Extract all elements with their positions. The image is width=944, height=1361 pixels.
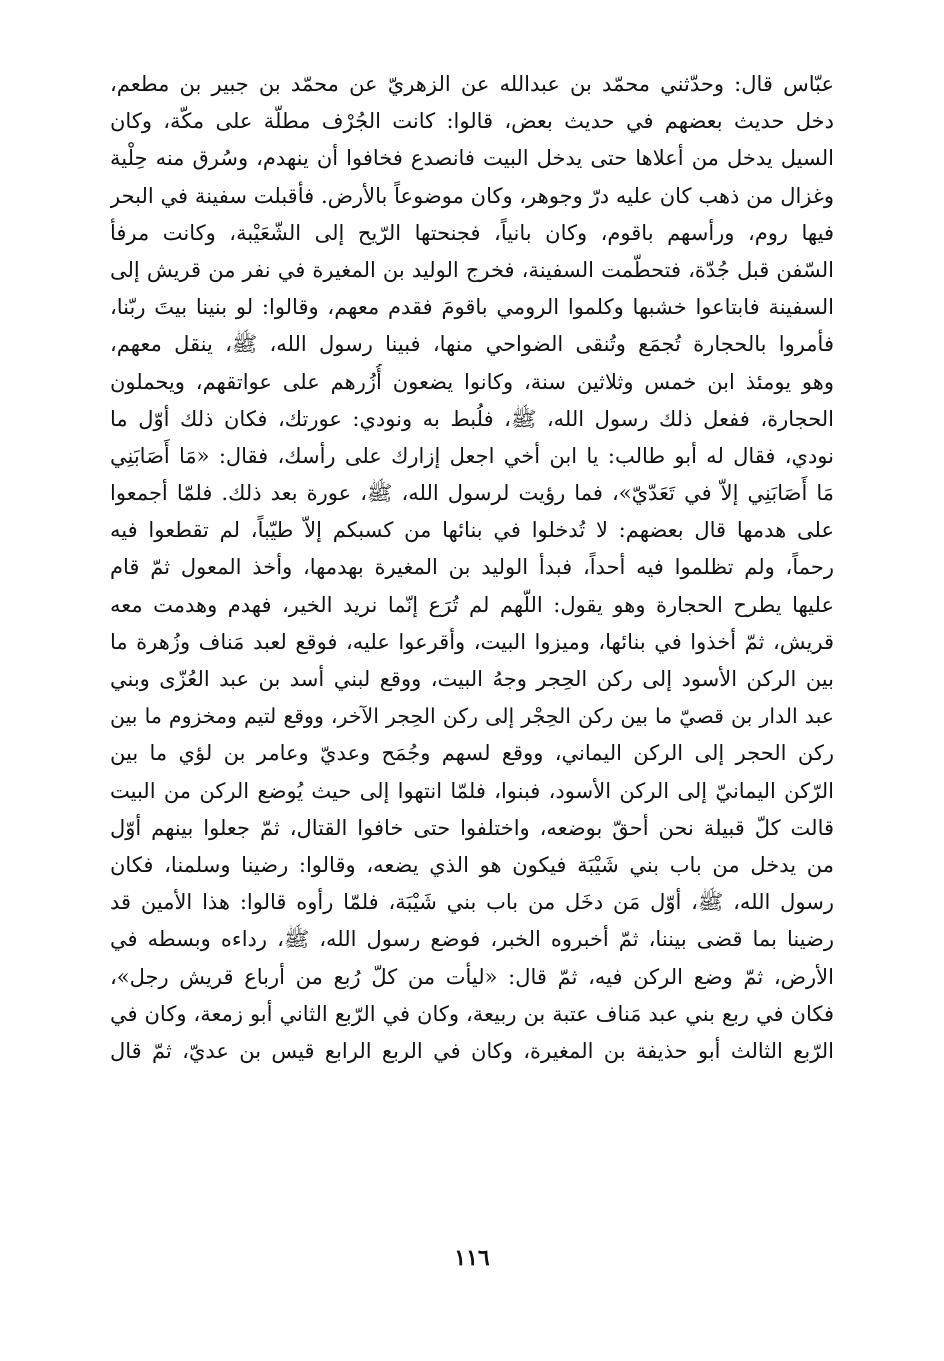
page-number: ١١٦ bbox=[454, 1245, 490, 1271]
text-line: دخل حديث بعضهم في حديث بعض، قالوا: كانت الجُرْف مطلّة على مكّة، وكان bbox=[110, 109, 834, 134]
text-line: السفينة فابتاعوا خشبها وكلموا الرومي باقومَ فقدم معهم، وقالوا: لو بنينا بيتَ ربّنا، bbox=[110, 295, 834, 320]
text-line: فكان في ربع بني عبد مَناف عتبة بن ربيعة، وكان في الرّبع الثاني أبو زمعة، وكان في bbox=[110, 1001, 834, 1026]
text-line: فأمروا بالحجارة تُجمَع وتُنقى الضواحي منها، فبينا رسول الله، ﷺ، ينقل معهم، bbox=[110, 332, 834, 357]
text-line: رحماً، ولم تظلموا فيه أحداً، فبدأ الوليد بن المغيرة بهدمها، وأخذ المعول ثمّ قام bbox=[110, 555, 834, 580]
text-line: عبد الدار بن قصيّ ما بين ركن الحِجْر إلى ركن الحِجر الآخر، ووقع لتيم ومخزوم ما بين bbox=[110, 704, 834, 729]
text-line: ركن الحجر إلى الركن اليماني، ووقع لسهم وجُمَح وعديّ وعامر بن لؤي ما بين bbox=[110, 741, 834, 766]
text-line: من يدخل من باب بني شَيْبَة فيكون هو الذي يضعه، وقالوا: رضينا وسلمنا، فكان bbox=[110, 852, 834, 877]
text-line: مَا أَصَابَنِي إلاّ في تَعَدّيّ»، فما رؤيت لرسول الله، ﷺ، عورة بعد ذلك. فلمّا أجمعوا bbox=[110, 481, 834, 506]
text-line: الرّبع الثالث أبو حذيفة بن المغيرة، وكان في الربع الرابع قيس بن عديّ، ثمّ قال bbox=[110, 1038, 834, 1063]
text-line: الحجارة، ففعل ذلك رسول الله، ﷺ، فلُبط به ونودي: عورتك، فكان ذلك أوّل ما bbox=[110, 406, 834, 431]
text-line: على هدمها قال بعضهم: لا تُدخلوا في بنائها من كسبكم إلاّ طيّباً، لم تقطعوا فيه bbox=[110, 518, 834, 543]
text-line: الرّكن اليمانيّ إلى الركن الأسود، فبنوا، فلمّا انتهوا إلى حيث يُوضع الركن من البيت bbox=[110, 778, 834, 803]
text-line: الأرض، ثمّ وضع الركن فيه، ثمّ قال: «ليأت من كلّ رُبع من أرباع قريش رجل»، bbox=[110, 964, 834, 989]
body-text bbox=[110, 66, 834, 1070]
text-line: وغزال من ذهب كان عليه درّ وجوهر، وكان موضوعاً بالأرض. فأقبلت سفينة في البحر bbox=[110, 183, 834, 208]
text-line: عبّاس قال: وحدّثني محمّد بن عبدالله عن الزهريّ عن محمّد بن جبير بن مطعم، bbox=[110, 72, 834, 96]
text-line: بين الركن الأسود إلى ركن الحِجر وجهُ البيت، ووقع لبني أسد بن عبد العُزّى وبني bbox=[110, 667, 834, 691]
text-line: السيل يدخل من أعلاها حتى يدخل البيت فانصدع فخافوا أن ينهدم، وسُرق منه حِلْية bbox=[110, 146, 834, 171]
text-line: السّفن قبل جُدّة، فتحطّمت السفينة، فخرج الوليد بن المغيرة في نفر من قريش إلى bbox=[110, 257, 834, 282]
text-line: نودي، فقال له أبو طالب: يا ابن أخي اجعل إزارك على رأسك، فقال: «مَا أَصَابَنِي bbox=[110, 443, 834, 468]
text-line: فيها روم، ورأسهم باقوم، وكان بانياً، فجنحتها الرّيح إلى الشّعَيْبة، وكانت مرفأ bbox=[110, 220, 834, 245]
text-line: قالت كلّ قبيلة نحن أحقّ بوضعه، واختلفوا حتى خافوا القتال، ثمّ جعلوا بينهم أوّل bbox=[110, 815, 834, 840]
text-line: قريش، ثمّ أخذوا في بنائها، وميزوا البيت، وأقرعوا عليه، فوقع لعبد مَناف وزُهرة ما bbox=[110, 629, 834, 654]
text-line: رضينا بما قضى بيننا، ثمّ أخبروه الخبر، فوضع رسول الله، ﷺ، رداءه وبسطه في bbox=[110, 927, 834, 952]
text-line: وهو يومئذ ابن خمس وثلاثين سنة، وكانوا يضعون أُزُرهم على عواتقهم، ويحملون bbox=[110, 369, 834, 394]
text-line: رسول الله، ﷺ، أوّل مَن دخَل من باب بني شَيْبَة، فلمّا رأوه قالوا: هذا الأمين قد bbox=[110, 890, 834, 915]
text-line: عليها يطرح الحجارة وهو يقول: اللّهم لم تُرَع إنّما نريد الخير، فهدم وهدمت معه bbox=[110, 592, 834, 617]
